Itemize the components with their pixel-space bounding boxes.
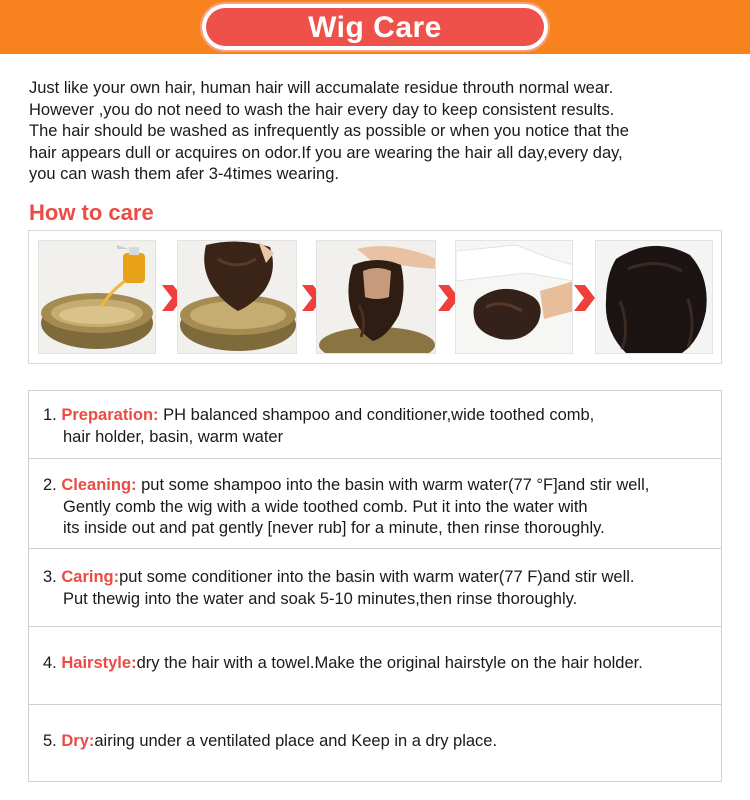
list-item (29, 627, 721, 705)
step-keyword: Preparation: (61, 406, 159, 424)
step-text: airing under a ventilated place and Keep in a dry place. (94, 732, 498, 750)
step-keyword: Caring: (61, 568, 120, 586)
step-text: PH balanced shampoo and conditioner,wide toothed comb, (158, 406, 595, 424)
section-title: How to care (29, 200, 154, 225)
step-text: put some conditioner into the basin with warm water(77 F)and stir well. (119, 568, 635, 586)
intro-line: However ,you do not need to wash the hair every day to keep consistent results. (29, 100, 615, 119)
list-item (29, 459, 721, 549)
intro-line: Just like your own hair, human hair will accumalate residue throuth normal wear. (29, 79, 614, 97)
intro-paragraph (29, 78, 729, 186)
step-text: its inside out and pat gently [never rub] for a minute, then rinse thoroughly. (63, 519, 605, 538)
list-item (29, 549, 721, 627)
step-text: put some shampoo into the basin with warm water(77 °F]and stir well, (136, 476, 650, 494)
step-keyword: Dry: (61, 732, 95, 750)
list-item (29, 705, 721, 783)
chevron-right-icon (571, 283, 597, 313)
care-steps-list (28, 390, 722, 782)
step-keyword: Cleaning: (61, 476, 137, 494)
step-keyword: Hairstyle: (61, 654, 137, 672)
intro-line: you can wash them afer 3-4times wearing. (29, 165, 339, 184)
step-text: Gently comb the wig with a wide toothed comb. Put it into the water with (63, 497, 588, 516)
step-number: 4. (43, 654, 57, 672)
wig-in-bowl-image (177, 240, 297, 354)
page-title: Wig Care (308, 11, 442, 44)
shampoo-bowl-image (38, 240, 156, 354)
header-banner (0, 0, 750, 54)
step-number: 5. (43, 732, 57, 750)
step-number: 1. (43, 406, 57, 424)
intro-line: The hair should be washed as infrequently as possible or when you notice that the (29, 122, 629, 141)
styled-wig-image (595, 240, 713, 354)
care-steps-strip (28, 230, 722, 364)
step-text: Put thewig into the water and soak 5-10 minutes,then rinse thoroughly. (63, 589, 578, 608)
step-number: 3. (43, 568, 57, 586)
list-item (29, 391, 721, 459)
intro-line: hair appears dull or acquires on odor.If you are wearing the hair all day,every day, (29, 143, 623, 162)
wig-towel-image (455, 240, 573, 354)
step-text: hair holder, basin, warm water (63, 427, 284, 446)
title-pill (200, 2, 550, 52)
step-number: 2. (43, 476, 57, 494)
step-text: dry the hair with a towel.Make the original hairstyle on the hair holder. (136, 654, 643, 672)
wig-rinse-image (316, 240, 436, 354)
